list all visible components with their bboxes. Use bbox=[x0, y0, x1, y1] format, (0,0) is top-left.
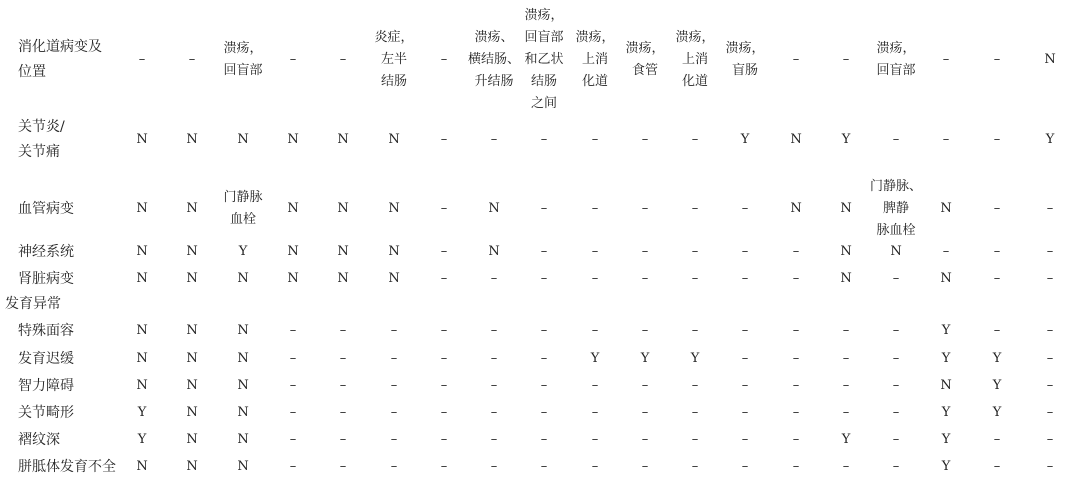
table-cell: N bbox=[237, 132, 249, 147]
table-cell: 门静脉、 脾静 脉血栓 bbox=[869, 179, 922, 238]
table-cell: – bbox=[591, 271, 599, 286]
table-cell: – bbox=[792, 244, 800, 259]
table-cell: Y bbox=[137, 432, 147, 447]
table-cell: – bbox=[591, 405, 599, 420]
row-label: 关节炎/ 关节痛 bbox=[18, 119, 65, 160]
table-cell: – bbox=[942, 132, 950, 147]
table-cell: – bbox=[540, 459, 548, 474]
table-cell: – bbox=[490, 323, 498, 338]
table-cell: N bbox=[840, 271, 852, 286]
table-cell: – bbox=[993, 459, 1001, 474]
table-cell: – bbox=[490, 405, 498, 420]
table-cell: Y bbox=[992, 378, 1002, 393]
table-cell: 溃疡， 上消 化道 bbox=[575, 30, 615, 89]
table-cell: N bbox=[186, 201, 198, 216]
table-cell: N bbox=[237, 323, 249, 338]
table-cell: Y bbox=[137, 405, 147, 420]
table-cell: Y bbox=[690, 351, 700, 366]
table-cell: N bbox=[790, 201, 802, 216]
table-cell: – bbox=[641, 323, 649, 338]
table-cell: – bbox=[339, 52, 347, 67]
table-cell: – bbox=[842, 378, 850, 393]
row-label: 发育异常 bbox=[5, 295, 61, 312]
table-cell: – bbox=[792, 52, 800, 67]
table-cell: N bbox=[790, 132, 802, 147]
table-cell: N bbox=[890, 244, 902, 259]
table-cell: Y bbox=[992, 405, 1002, 420]
table-cell: N bbox=[136, 459, 148, 474]
table-cell: – bbox=[339, 459, 347, 474]
table-cell: – bbox=[641, 132, 649, 147]
table-cell: – bbox=[842, 323, 850, 338]
table-cell: N bbox=[186, 323, 198, 338]
table-cell: – bbox=[440, 378, 448, 393]
table-cell: – bbox=[540, 432, 548, 447]
table-cell: – bbox=[440, 351, 448, 366]
table-cell: N bbox=[337, 271, 349, 286]
table-cell: N bbox=[287, 201, 299, 216]
table-cell: – bbox=[993, 271, 1001, 286]
table-cell: Y bbox=[941, 432, 951, 447]
table-cell: – bbox=[641, 459, 649, 474]
table-cell: N bbox=[388, 132, 400, 147]
table-cell: – bbox=[490, 271, 498, 286]
table-cell: – bbox=[641, 405, 649, 420]
table-cell: – bbox=[440, 405, 448, 420]
table-cell: N bbox=[337, 244, 349, 259]
table-cell: – bbox=[892, 378, 900, 393]
table-cell: – bbox=[792, 323, 800, 338]
table-cell: 溃疡， 上消 化道 bbox=[675, 30, 715, 89]
table-cell: – bbox=[691, 132, 699, 147]
table-cell: – bbox=[339, 378, 347, 393]
table-cell: – bbox=[591, 132, 599, 147]
row-label: 发育迟缓 bbox=[18, 350, 74, 367]
table-cell: N bbox=[337, 132, 349, 147]
table-cell: – bbox=[993, 323, 1001, 338]
table-cell: – bbox=[993, 244, 1001, 259]
table-cell: – bbox=[440, 52, 448, 67]
table-cell: – bbox=[591, 378, 599, 393]
table-cell: 门静脉 血栓 bbox=[223, 190, 263, 227]
table-cell: – bbox=[741, 244, 749, 259]
table-cell: – bbox=[1046, 405, 1054, 420]
table-cell: – bbox=[339, 432, 347, 447]
table-cell: – bbox=[892, 132, 900, 147]
table-cell: – bbox=[591, 323, 599, 338]
table-cell: – bbox=[741, 201, 749, 216]
table-cell: – bbox=[1046, 459, 1054, 474]
table-cell: – bbox=[942, 52, 950, 67]
table-cell: – bbox=[339, 351, 347, 366]
table-cell: – bbox=[440, 271, 448, 286]
table-cell: 溃疡， 盲肠 bbox=[725, 41, 765, 78]
table-cell: – bbox=[993, 132, 1001, 147]
table-cell: – bbox=[691, 271, 699, 286]
table-cell: – bbox=[390, 323, 398, 338]
table-cell: Y bbox=[841, 132, 851, 147]
table-cell: N bbox=[940, 201, 952, 216]
table-cell: – bbox=[892, 323, 900, 338]
table-cell: – bbox=[1046, 323, 1054, 338]
table-cell: – bbox=[440, 132, 448, 147]
table-cell: N bbox=[136, 378, 148, 393]
table-cell: N bbox=[287, 244, 299, 259]
row-label: 褶纹深 bbox=[18, 431, 60, 448]
table-cell: N bbox=[136, 351, 148, 366]
table-cell: – bbox=[1046, 244, 1054, 259]
table-cell: – bbox=[1046, 271, 1054, 286]
table-cell: – bbox=[540, 378, 548, 393]
table-cell: 炎症， 左半 结肠 bbox=[374, 30, 414, 89]
table-cell: – bbox=[892, 405, 900, 420]
table-cell: N bbox=[136, 323, 148, 338]
table-cell: Y bbox=[841, 432, 851, 447]
table-cell: – bbox=[440, 201, 448, 216]
table-cell: N bbox=[186, 132, 198, 147]
table-cell: – bbox=[440, 323, 448, 338]
table-cell: N bbox=[287, 271, 299, 286]
table-cell: – bbox=[641, 432, 649, 447]
table-cell: – bbox=[138, 52, 146, 67]
table-cell: N bbox=[237, 459, 249, 474]
table-cell: – bbox=[591, 432, 599, 447]
table-cell: – bbox=[641, 378, 649, 393]
row-label: 消化道病变及 位置 bbox=[18, 39, 102, 80]
table-cell: – bbox=[691, 244, 699, 259]
table-cell: – bbox=[440, 459, 448, 474]
table-cell: – bbox=[792, 271, 800, 286]
table-cell: – bbox=[641, 271, 649, 286]
table-cell: – bbox=[842, 459, 850, 474]
table-cell: – bbox=[289, 405, 297, 420]
table-cell: N bbox=[388, 271, 400, 286]
table-cell: Y bbox=[238, 244, 248, 259]
table-cell: – bbox=[490, 459, 498, 474]
table-cell: – bbox=[490, 432, 498, 447]
table-cell: – bbox=[792, 351, 800, 366]
table-cell: – bbox=[792, 432, 800, 447]
table-cell: – bbox=[591, 201, 599, 216]
table-cell: – bbox=[741, 323, 749, 338]
table-cell: N bbox=[186, 432, 198, 447]
table-cell: N bbox=[287, 132, 299, 147]
table-cell: 溃疡， 食管 bbox=[625, 41, 665, 78]
table-cell: N bbox=[488, 244, 500, 259]
row-label: 胼胝体发育不全 bbox=[18, 458, 116, 475]
table-cell: Y bbox=[941, 351, 951, 366]
table-cell: Y bbox=[941, 459, 951, 474]
table-cell: 溃疡， 回盲部 bbox=[876, 41, 916, 78]
table-cell: – bbox=[540, 271, 548, 286]
table-cell: – bbox=[440, 432, 448, 447]
table-cell: N bbox=[840, 244, 852, 259]
table-cell: – bbox=[540, 323, 548, 338]
table-cell: N bbox=[186, 271, 198, 286]
table-cell: – bbox=[1046, 378, 1054, 393]
table-cell: – bbox=[842, 351, 850, 366]
table-cell: – bbox=[892, 271, 900, 286]
table-cell: – bbox=[390, 351, 398, 366]
table-cell: Y bbox=[590, 351, 600, 366]
table-cell: 溃疡， 回盲部 和乙状 结肠 之间 bbox=[524, 8, 564, 111]
table-cell: – bbox=[741, 459, 749, 474]
table-cell: – bbox=[842, 405, 850, 420]
table-cell: – bbox=[993, 52, 1001, 67]
table-cell: – bbox=[339, 323, 347, 338]
table-cell: N bbox=[136, 244, 148, 259]
table-cell: – bbox=[691, 405, 699, 420]
table-cell: N bbox=[337, 201, 349, 216]
table-cell: – bbox=[842, 52, 850, 67]
table-cell: N bbox=[940, 378, 952, 393]
table-cell: 溃疡， 回盲部 bbox=[223, 41, 263, 78]
table-cell: – bbox=[741, 351, 749, 366]
table-cell: – bbox=[691, 201, 699, 216]
table-cell: – bbox=[440, 244, 448, 259]
table-cell: N bbox=[136, 132, 148, 147]
table-cell: – bbox=[792, 459, 800, 474]
table-cell: N bbox=[237, 271, 249, 286]
table-cell: N bbox=[840, 201, 852, 216]
table-cell: N bbox=[1044, 52, 1056, 67]
table-cell: N bbox=[186, 244, 198, 259]
table-cell: – bbox=[892, 351, 900, 366]
table-cell: – bbox=[540, 351, 548, 366]
table-cell: – bbox=[691, 378, 699, 393]
table-cell: N bbox=[237, 378, 249, 393]
table-cell: – bbox=[289, 351, 297, 366]
table-cell: – bbox=[591, 459, 599, 474]
table-cell: – bbox=[691, 432, 699, 447]
table-cell: – bbox=[490, 378, 498, 393]
table-cell: N bbox=[237, 432, 249, 447]
table-cell: N bbox=[186, 351, 198, 366]
table-cell: – bbox=[289, 459, 297, 474]
table-cell: – bbox=[591, 244, 599, 259]
table-cell: – bbox=[641, 244, 649, 259]
table-cell: – bbox=[741, 271, 749, 286]
row-label: 肾脏病变 bbox=[18, 270, 74, 287]
table-cell: N bbox=[488, 201, 500, 216]
table-cell: – bbox=[490, 351, 498, 366]
table-cell: Y bbox=[941, 405, 951, 420]
table-cell: 溃疡、 横结肠、 升结肠 bbox=[467, 30, 520, 89]
table-cell: – bbox=[1046, 432, 1054, 447]
table-cell: N bbox=[388, 244, 400, 259]
row-label: 智力障碍 bbox=[18, 377, 74, 394]
table-cell: N bbox=[136, 201, 148, 216]
table-cell: – bbox=[892, 459, 900, 474]
table-cell: – bbox=[691, 323, 699, 338]
table-cell: N bbox=[237, 405, 249, 420]
table-cell: – bbox=[390, 432, 398, 447]
row-label: 特殊面容 bbox=[18, 322, 74, 339]
table-cell: Y bbox=[1045, 132, 1055, 147]
table-cell: – bbox=[390, 405, 398, 420]
table-cell: – bbox=[993, 201, 1001, 216]
table-cell: N bbox=[388, 201, 400, 216]
table-cell: N bbox=[237, 351, 249, 366]
table-cell: – bbox=[942, 244, 950, 259]
table-cell: – bbox=[540, 405, 548, 420]
table-cell: N bbox=[186, 405, 198, 420]
table-cell: – bbox=[540, 201, 548, 216]
table-cell: Y bbox=[992, 351, 1002, 366]
table-cell: – bbox=[289, 323, 297, 338]
table-cell: N bbox=[186, 378, 198, 393]
table-cell: – bbox=[792, 378, 800, 393]
table-cell: – bbox=[339, 405, 347, 420]
table-cell: – bbox=[540, 244, 548, 259]
table-cell: – bbox=[390, 459, 398, 474]
table-cell: – bbox=[741, 432, 749, 447]
table-cell: – bbox=[390, 378, 398, 393]
table-cell: Y bbox=[640, 351, 650, 366]
table-cell: – bbox=[1046, 201, 1054, 216]
table-cell: – bbox=[641, 201, 649, 216]
table-cell: N bbox=[940, 271, 952, 286]
row-label: 神经系统 bbox=[18, 243, 74, 260]
row-label: 血管病变 bbox=[18, 200, 74, 217]
table-cell: – bbox=[188, 52, 196, 67]
table-cell: – bbox=[741, 378, 749, 393]
table-cell: – bbox=[289, 432, 297, 447]
table-cell: N bbox=[136, 271, 148, 286]
table-cell: – bbox=[490, 132, 498, 147]
table-cell: – bbox=[792, 405, 800, 420]
table-cell: – bbox=[289, 52, 297, 67]
table-cell: Y bbox=[740, 132, 750, 147]
table-cell: – bbox=[741, 405, 749, 420]
table-cell: – bbox=[892, 432, 900, 447]
table-cell: N bbox=[186, 459, 198, 474]
table-cell: – bbox=[993, 432, 1001, 447]
row-label: 关节畸形 bbox=[18, 404, 74, 421]
table-cell: – bbox=[1046, 351, 1054, 366]
table-cell: – bbox=[540, 132, 548, 147]
table-cell: Y bbox=[941, 323, 951, 338]
table-cell: – bbox=[691, 459, 699, 474]
table-cell: – bbox=[289, 378, 297, 393]
